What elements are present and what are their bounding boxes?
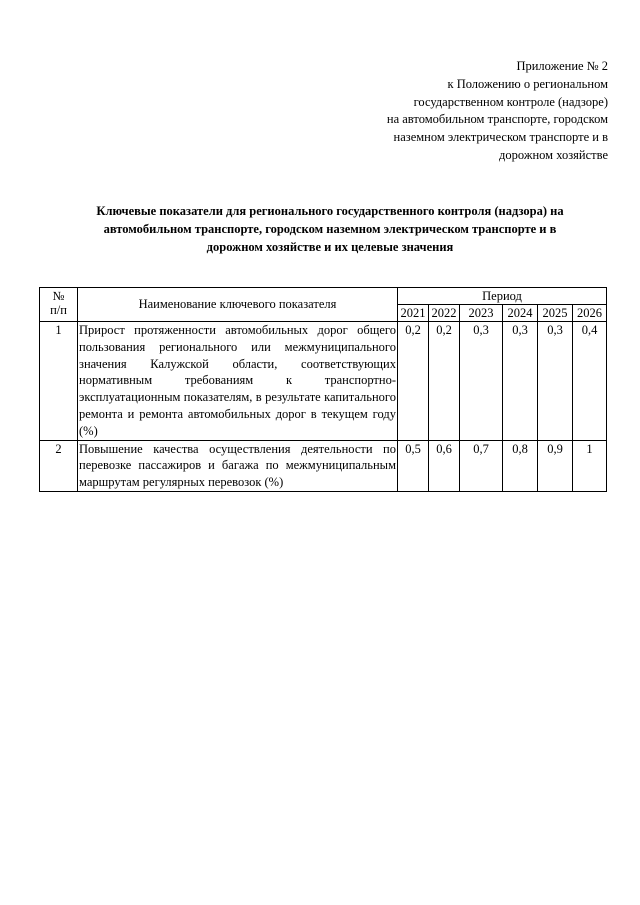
header-number-abbr: п/п [50, 303, 67, 317]
title-line: автомобильном транспорте, городском наземном электрическом транспорте и в [103, 221, 557, 236]
indicator-value: 0,8 [503, 440, 538, 491]
header-year: 2023 [460, 305, 503, 322]
header-period: Период [398, 288, 607, 305]
header-year: 2022 [429, 305, 460, 322]
indicator-value: 0,2 [429, 322, 460, 441]
appendix-line: на автомобильном транспорте, городском [386, 112, 608, 127]
header-year: 2024 [503, 305, 538, 322]
indicator-name: Повышение качества осуществления деятельности по перевозке пассажиров и багажа по межмуниципальным маршрутам регулярных перевозок (%) [78, 440, 398, 491]
indicator-value: 0,3 [460, 322, 503, 441]
header-year: 2021 [398, 305, 429, 322]
header-year: 2025 [538, 305, 573, 322]
appendix-line: к Положению о региональном [447, 76, 608, 91]
document-title [50, 203, 610, 256]
indicator-value: 0,3 [538, 322, 573, 441]
appendix-line: наземном электрическом транспорте и в [393, 130, 608, 145]
indicator-value: 0,6 [429, 440, 460, 491]
appendix-header [288, 58, 608, 165]
title-line: дорожном хозяйстве и их целевые значения [206, 239, 454, 254]
header-number-symbol: № [52, 289, 65, 303]
appendix-line: Приложение № 2 [516, 59, 608, 73]
header-year: 2026 [573, 305, 607, 322]
indicator-value: 0,9 [538, 440, 573, 491]
title-line: Ключевые показатели для регионального государственного контроля (надзора) на [96, 204, 564, 218]
indicator-value: 1 [573, 440, 607, 491]
appendix-line: государственном контроле (надзоре) [413, 94, 608, 109]
indicator-name: Прирост протяженности автомобильных дорог общего пользования регионального или межмуниципального значения Калужской области, соответствующих нормативным требованиям к транспортно-эксплуатационным показателям, в результате капитального ремонта и ремонта автомобильных дорог в текущем году (%) [78, 322, 398, 441]
table-header-row [40, 288, 607, 305]
row-number: 1 [40, 322, 78, 441]
table-row [40, 440, 607, 491]
indicator-value: 0,7 [460, 440, 503, 491]
row-number: 2 [40, 440, 78, 491]
indicators-table [39, 287, 607, 492]
indicator-value: 0,5 [398, 440, 429, 491]
table-row [40, 322, 607, 441]
header-indicator-name: Наименование ключевого показателя [78, 288, 398, 322]
appendix-line: дорожном хозяйстве [499, 147, 608, 162]
header-number-cell [40, 288, 78, 322]
indicator-value: 0,4 [573, 322, 607, 441]
indicator-value: 0,3 [503, 322, 538, 441]
indicator-value: 0,2 [398, 322, 429, 441]
